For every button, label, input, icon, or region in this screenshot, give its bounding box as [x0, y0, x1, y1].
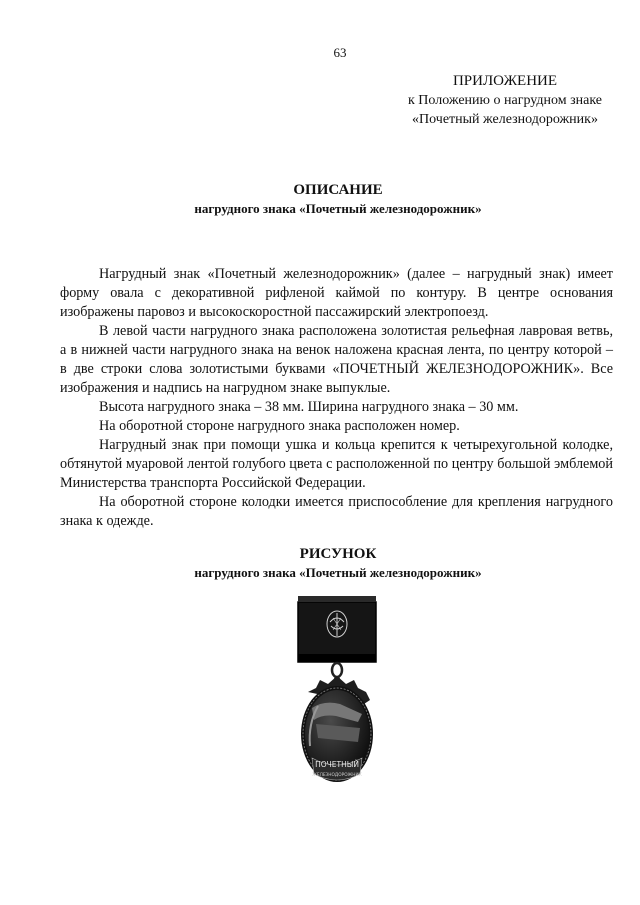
paragraph: Нагрудный знак «Почетный железнодорожник» (далее – нагрудный знак) имеет форму овала с декоративной рифленой каймой по контуру. В центре основания изображены паровоз и высокоскоростной пассажирский электропоезд.: [60, 266, 613, 320]
description-subheading: нагрудного знака «Почетный железнодорожник»: [194, 201, 482, 216]
badge-illustration: [296, 596, 396, 802]
appendix-block: [395, 72, 615, 129]
paragraph: Высота нагрудного знака – 38 мм. Ширина нагрудного знака – 30 мм.: [99, 399, 519, 415]
description-heading-block: [0, 180, 640, 218]
appendix-title: ПРИЛОЖЕНИЕ: [452, 73, 558, 89]
description-heading: ОПИСАНИЕ: [293, 182, 383, 198]
description-body: [60, 265, 613, 531]
page-number: 63: [333, 45, 347, 60]
paragraph: На оборотной стороне нагрудного знака расположен номер.: [99, 418, 460, 434]
badge-text-line-1: ПОЧЕТНЫЙ: [315, 760, 359, 769]
badge-text-line-2: ЖЕЛЕЗНОДОРОЖНИК: [312, 773, 362, 778]
paragraph: На оборотной стороне колодки имеется приспособление для крепления нагрудного знака к одежде.: [60, 494, 613, 529]
paragraph: В левой части нагрудного знака расположена золотистая рельефная лавровая ветвь, а в нижней части нагрудного знака на венок наложена красная лента, по центру которой – в две строки слова золотистыми буквами «ПОЧЕТНЫЙ ЖЕЛЕЗНОДОРОЖНИК». Все изображения и надпись на нагрудном знаке выпуклые.: [60, 323, 613, 396]
paragraph: Нагрудный знак при помощи ушка и кольца крепится к четырехугольной колодке, обтянутой муаровой лентой голубого цвета с расположенной по центру большой эмблемой Министерства транспорта Российской Федерации.: [60, 437, 613, 491]
figure-heading: РИСУНОК: [299, 546, 377, 562]
appendix-line-1: к Положению о нагрудном знаке: [407, 93, 602, 108]
figure-subheading: нагрудного знака «Почетный железнодорожник»: [194, 565, 482, 580]
figure-heading-block: [0, 544, 640, 582]
badge-oval: [301, 676, 373, 782]
appendix-line-2: «Почетный железнодорожник»: [412, 112, 598, 127]
ribbon-bar: [298, 596, 376, 662]
